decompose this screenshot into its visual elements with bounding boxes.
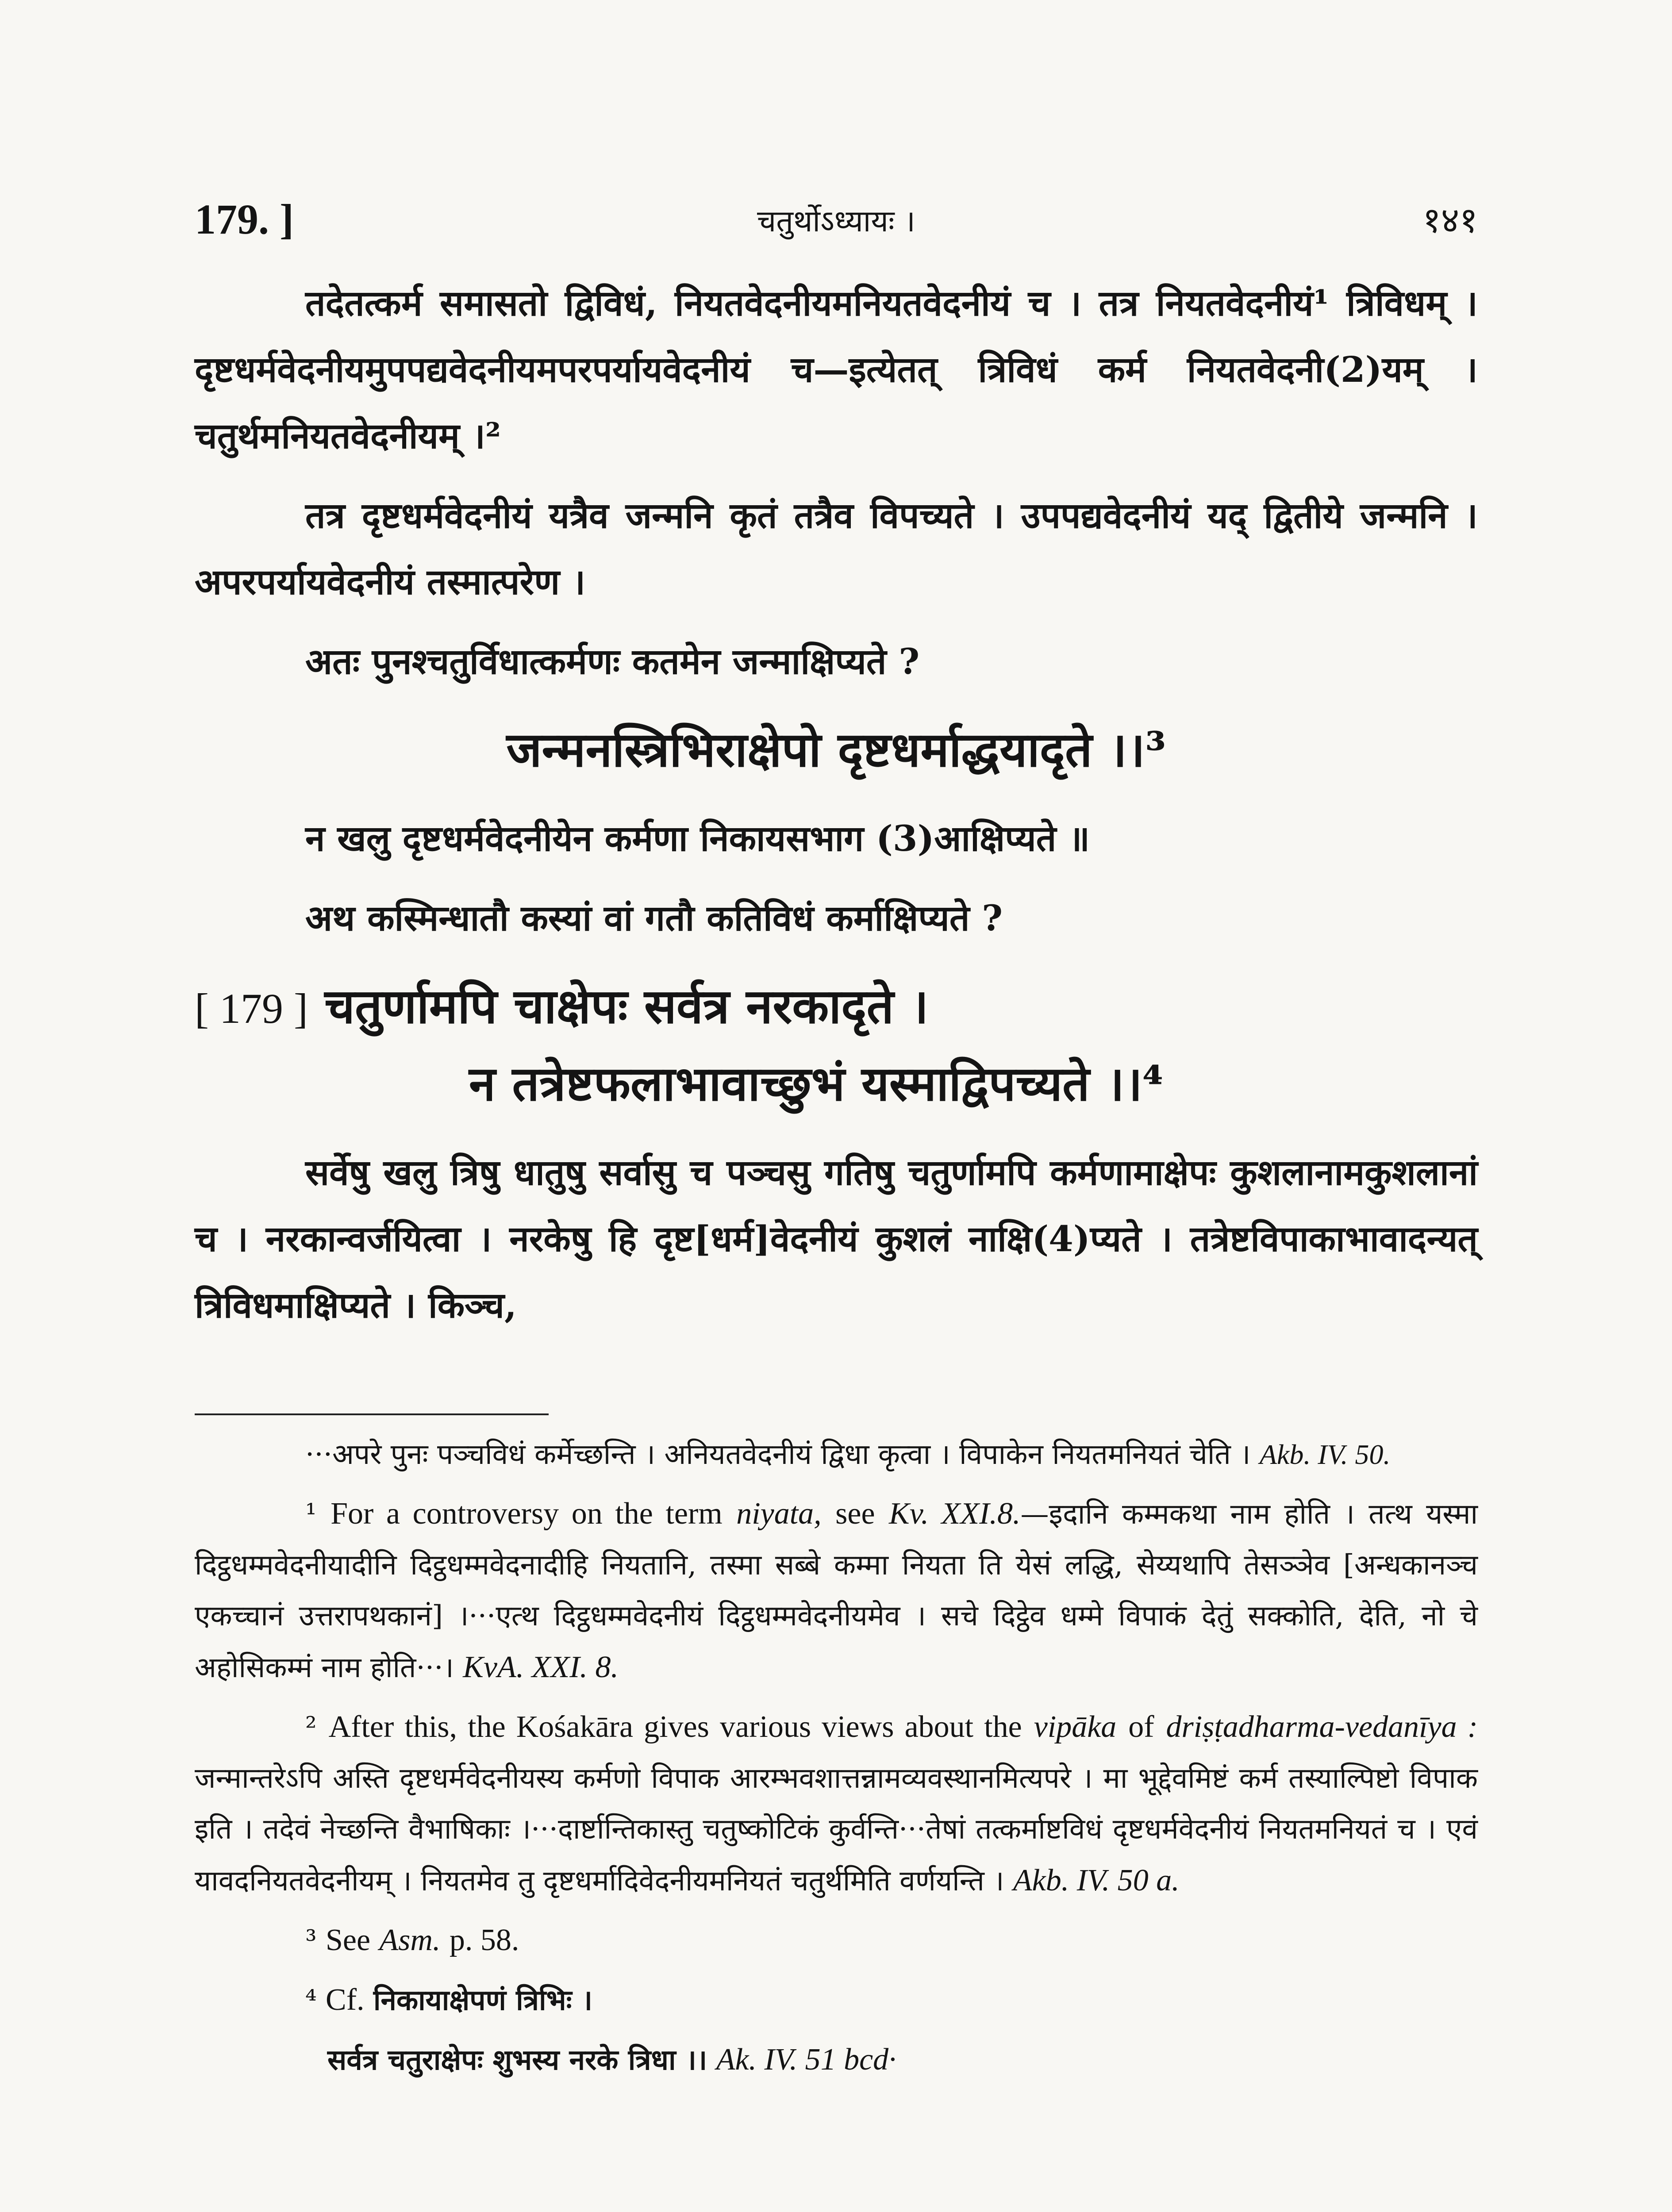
- page-header: [195, 195, 1478, 257]
- citation: KvA. XXI. 8.: [463, 1650, 619, 1684]
- verse-line: न तत्रेष्टफलाभावाच्छुभं यस्माद्विपच्यते ।।⁴: [469, 1056, 1164, 1112]
- page-number: १४१: [1422, 200, 1478, 241]
- running-title: चतुर्थोऽध्यायः ।: [757, 204, 915, 239]
- footnote-1: ¹ For a controversy on the term niyata, see Kv. XXI.8.—इदानि कम्मकथा नाम होति । तत्थ यस्मा दिट्ठधम्मवेदनीयादीनि दिट्ठधम्मवेदनादीहि नियतानि, तस्मा सब्बे कम्मा नियता ति येसं लद्धि, सेय्यथापि तेसञ्ञेव [अन्धकानञ्च एकच्चानं उत्तरापथकानं] ।···एत्थ दिट्ठधम्मवेदनीयं दिट्ठधम्मवेदनीयमेव । सचे दिट्ठेव धम्मे विपाकं देतुं सक्कोति, देति, नो चे अहोसिकम्मं नाम होति···। KvA. XXI. 8.: [195, 1497, 1478, 1684]
- citation: Akb. IV. 50 a.: [1013, 1863, 1180, 1897]
- citation: Kv. XXI.8.: [889, 1497, 1021, 1531]
- footnote-marker: ³: [305, 1924, 317, 1957]
- verse-text: चतुर्णामपि चाक्षेपः सर्वत्र नरकादृते ।: [324, 979, 929, 1034]
- footnotes: [195, 1429, 1478, 2094]
- footnote-3: ³ See Asm. p. 58.: [305, 1923, 519, 1957]
- section-number: 179. ]: [195, 196, 294, 243]
- verse-number: [ 179 ]: [195, 985, 308, 1032]
- karika-verse: जन्मनस्त्रिभिराक्षेपो दृष्टधर्माद्धयादृते ।।³: [506, 722, 1166, 778]
- citation: Akb. IV. 50.: [1259, 1439, 1391, 1470]
- main-text: [195, 270, 1478, 1352]
- paragraph: अथ कस्मिन्धातौ कस्यां वां गतौ कतिविधं कर्माक्षिप्यते ?: [305, 897, 1003, 939]
- paragraph: तदेतत्कर्म समासतो द्विविधं, नियतवेदनीयमनियतवेदनीयं च । तत्र नियतवेदनीयं¹ त्रिविधम् । दृष्टधर्मवेदनीयमुपपद्यवेदनीयमपरपर्यायवेदनीयं च—इत्येतत् त्रिविधं कर्म नियतवेदनी(2)यम् । चतुर्थमनियतवेदनीयम् ।²: [195, 282, 1478, 457]
- footnote-2: ² After this, the Kośakāra gives various views about the vipāka of driṣṭadharma-vedanīya : जन्मान्तरेऽपि अस्ति दृष्टधर्मवेदनीयस्य कर्मणो विपाक आरम्भवशात्तन्नामव्यवस्थानमित्यपरे । मा भूद्देवमिष्टं कर्म तस्याल्पिष्टो विपाक इति । तदेवं नेच्छन्ति वैभाषिकाः ।···दार्ष्टान्तिकास्तु चतुष्कोटिकं कुर्वन्ति···तेषां तत्कर्माष्टविधं दृष्टधर्मवेदनीयं नियतमनियतं च । एवं यावदनियतवेदनीयम् । नियतमेव तु दृष्टधर्मादिवेदनीयमनियतं चतुर्थमिति वर्णयन्ति । Akb. IV. 50 a.: [195, 1710, 1478, 1897]
- footnote-4: ⁴ Cf. निकायाक्षेपणं त्रिभिः ।: [305, 1983, 593, 2017]
- footnote-marker: ²: [305, 1711, 317, 1744]
- paragraph: तत्र दृष्टधर्मवेदनीयं यत्रैव जन्मनि कृतं तत्रैव विपच्यते । उपपद्यवेदनीयं यद् द्वितीये जन्मनि । अपरपर्यायवेदनीयं तस्मात्परेण ।: [195, 495, 1478, 603]
- footnote-marker: ⁴: [305, 1984, 317, 2017]
- paragraph: सर्वेषु खलु त्रिषु धातुषु सर्वासु च पञ्चसु गतिषु चतुर्णामपि कर्मणामाक्षेपः कुशलानामकुशलानां च । नरकान्वर्जयित्वा । नरकेषु हि दृष्ट[धर्म]वेदनीयं कुशलं नाक्षि(4)प्यते । तत्रेष्टविपाकाभावादन्यत् त्रिविधमाक्षिप्यते । किञ्च,: [195, 1152, 1478, 1326]
- footnote-rule: [195, 1413, 549, 1415]
- verse-line: [195, 969, 1478, 1046]
- footnote-continued: ···अपरे पुनः पञ्चविधं कर्मेच्छन्ति । अनियतवेदनीयं द्विधा कृत्वा । विपाकेन नियतमनियतं चेति । Akb. IV. 50.: [305, 1438, 1391, 1471]
- footnote-4-verse: सर्वत्र चतुराक्षेपः शुभस्य नरके त्रिधा ।। Ak. IV. 51 bcd·: [327, 2043, 896, 2077]
- paragraph: अतः पुनश्चतुर्विधात्कर्मणः कतमेन जन्माक्षिप्यते ?: [305, 641, 920, 682]
- footnote-marker: ¹: [305, 1498, 317, 1531]
- citation: Ak. IV. 51 bcd·: [716, 2043, 896, 2077]
- paragraph: न खलु दृष्टधर्मवेदनीयेन कर्मणा निकायसभाग (3)आक्षिप्यते ॥: [305, 818, 1090, 859]
- citation: Asm.: [379, 1923, 441, 1957]
- karika-verse-179: [195, 969, 1478, 1121]
